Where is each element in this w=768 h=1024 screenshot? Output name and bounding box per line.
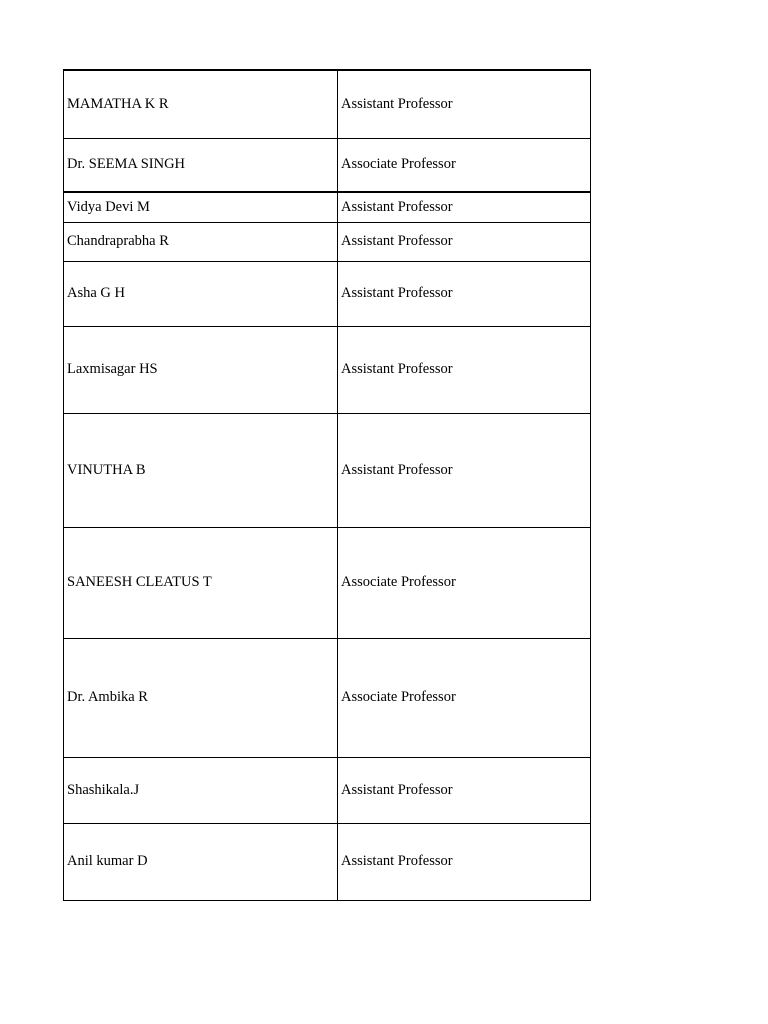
staff-table — [63, 69, 591, 901]
staff-designation-cell: Assistant Professor — [338, 222, 591, 261]
staff-designation-cell: Assistant Professor — [338, 413, 591, 527]
table-row — [64, 138, 591, 192]
staff-name-cell: Anil kumar D — [64, 823, 338, 900]
staff-name-cell: Laxmisagar HS — [64, 326, 338, 413]
staff-name-cell: VINUTHA B — [64, 413, 338, 527]
staff-designation-cell: Associate Professor — [338, 527, 591, 638]
table-row — [64, 261, 591, 326]
table-row — [64, 70, 591, 138]
staff-name-cell: Chandraprabha R — [64, 222, 338, 261]
staff-designation-cell: Associate Professor — [338, 138, 591, 192]
table-row — [64, 192, 591, 222]
staff-designation-cell: Assistant Professor — [338, 70, 591, 138]
staff-designation-cell: Assistant Professor — [338, 192, 591, 222]
table-row — [64, 326, 591, 413]
table-row — [64, 413, 591, 527]
staff-name-cell: Shashikala.J — [64, 757, 338, 823]
table-row — [64, 222, 591, 261]
staff-designation-cell: Assistant Professor — [338, 326, 591, 413]
staff-designation-cell: Assistant Professor — [338, 823, 591, 900]
staff-name-cell: Vidya Devi M — [64, 192, 338, 222]
staff-name-cell: SANEESH CLEATUS T — [64, 527, 338, 638]
staff-name-cell: Dr. Ambika R — [64, 638, 338, 757]
staff-designation-cell: Assistant Professor — [338, 261, 591, 326]
staff-designation-cell: Assistant Professor — [338, 757, 591, 823]
staff-designation-cell: Associate Professor — [338, 638, 591, 757]
table-row — [64, 527, 591, 638]
table-row — [64, 638, 591, 757]
staff-name-cell: Dr. SEEMA SINGH — [64, 138, 338, 192]
table-row — [64, 757, 591, 823]
staff-name-cell: Asha G H — [64, 261, 338, 326]
staff-name-cell: MAMATHA K R — [64, 70, 338, 138]
table-row — [64, 823, 591, 900]
